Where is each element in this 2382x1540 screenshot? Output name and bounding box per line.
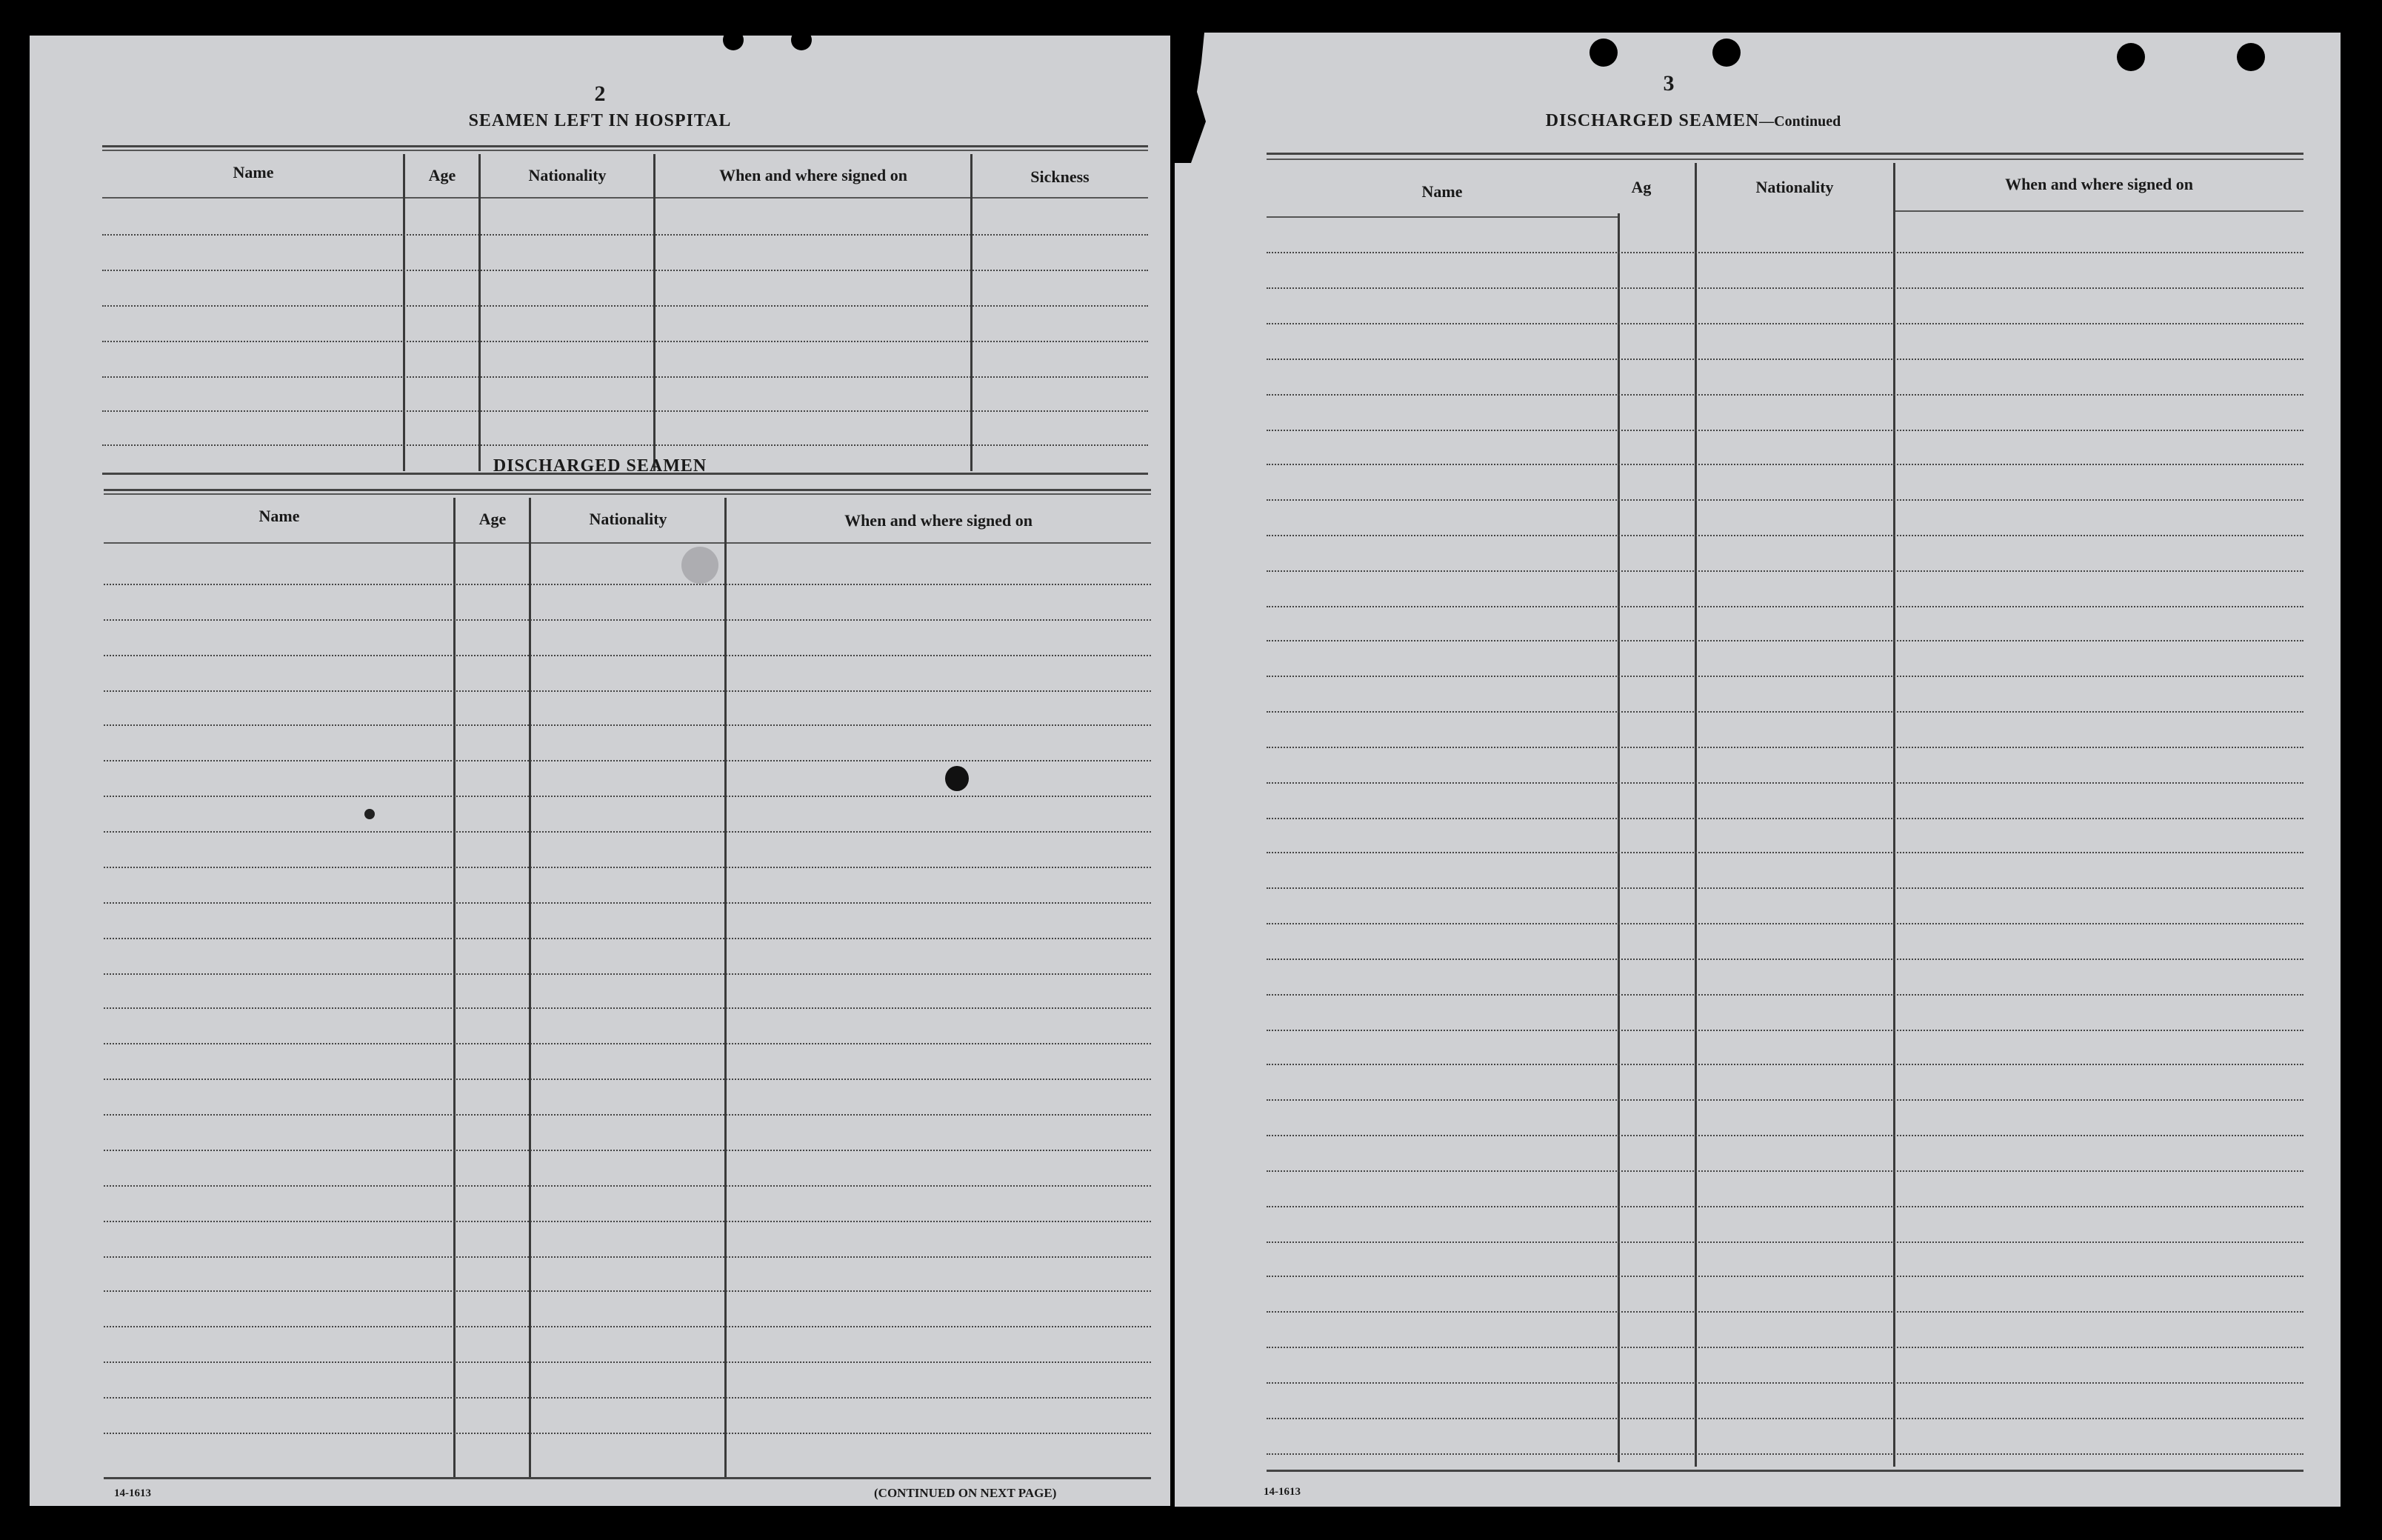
hospital-col-age: Age [428, 166, 456, 184]
hospital-col-name: Name [233, 163, 274, 181]
hospital-col-when-where: When and where signed on [719, 166, 907, 184]
smudge [681, 547, 718, 584]
ink-dot [364, 809, 375, 819]
discharged-col-age: Age [478, 510, 507, 528]
punch-hole [1589, 39, 1618, 67]
punch-hole [723, 30, 744, 50]
paper-tear [1175, 33, 1227, 166]
discharged-col-when-where: When and where signed on [844, 511, 1032, 530]
page-number-2: 2 [594, 81, 606, 106]
continued-col-name: Name [1421, 182, 1463, 201]
continued-col-when-where: When and where signed on [2005, 175, 2193, 193]
discharged-section-title: DISCHARGED SEAMEN [493, 456, 707, 476]
form-number-right: 14-1613 [1264, 1486, 1301, 1498]
right-section-title-main: DISCHARGED SEAMEN [1545, 111, 1760, 130]
continued-col-age: Ag [1631, 178, 1652, 196]
hospital-col-sickness: Sickness [1030, 167, 1090, 186]
discharged-col-nationality: Nationality [589, 510, 667, 528]
hospital-col-nationality: Nationality [528, 166, 607, 184]
continued-col-nationality: Nationality [1755, 178, 1834, 196]
punch-hole [2237, 43, 2265, 71]
left-page [30, 36, 1170, 1506]
form-number-left: 14-1613 [114, 1487, 151, 1499]
discharged-col-name: Name [258, 507, 300, 525]
right-page [1175, 33, 2341, 1507]
continued-note: (CONTINUED ON NEXT PAGE) [874, 1486, 1057, 1500]
right-section-title-suffix: —Continued [1759, 113, 1841, 130]
right-section-title [1175, 111, 2212, 131]
punch-hole [1712, 39, 1741, 67]
hospital-section-title: SEAMEN LEFT IN HOSPITAL [468, 111, 732, 130]
punch-hole [2117, 43, 2145, 71]
page-number-3: 3 [1663, 71, 1675, 96]
punch-hole [791, 30, 812, 50]
ink-blot [945, 766, 969, 791]
